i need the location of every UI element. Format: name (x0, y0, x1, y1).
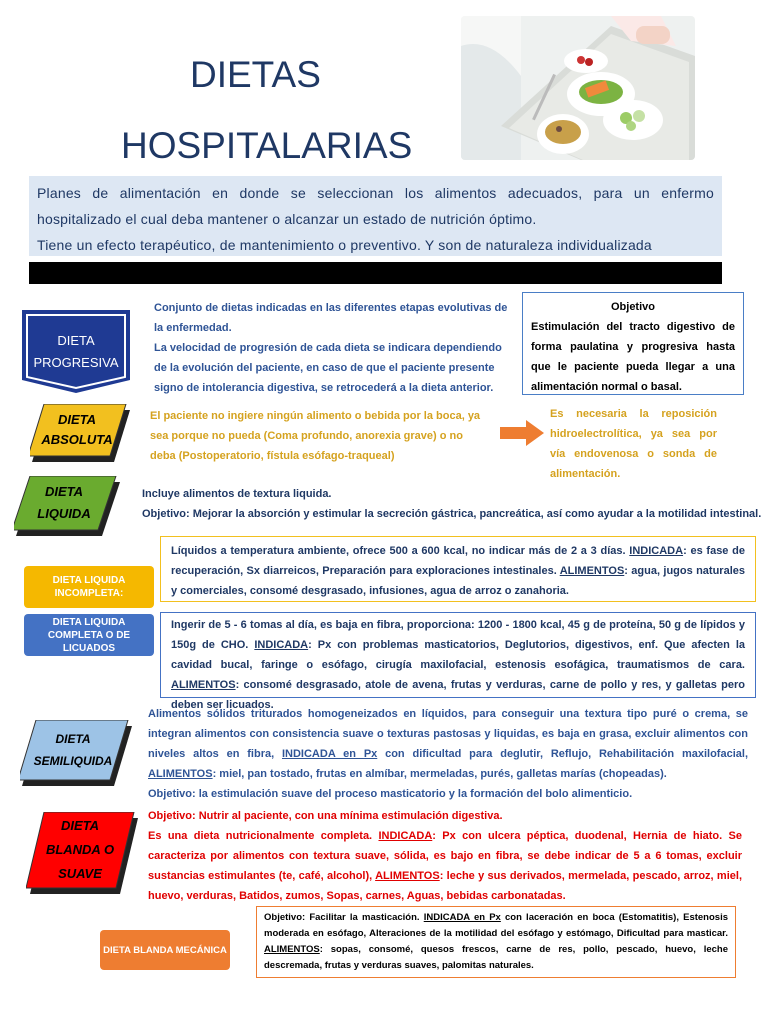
divider-bar (29, 262, 722, 284)
mecanica-alimentos: ALIMENTOS (264, 944, 320, 955)
progresiva-text-2: La velocidad de progresión de cada dieta se indicara dependiendo de la evolución del paciente, en caso de que el paciente presente signo de intolerancia digestiva, se retrocederá a la dieta anterior. (154, 342, 502, 394)
incompleta-alimentos: ALIMENTOS (559, 565, 625, 577)
completa-indicada: INDICADA (254, 639, 309, 651)
completa-text-3: : consomé desgrasado, atole de avena, frutas y verduras, carne de pollo y res, y galletas pero deben ser licuados. (171, 679, 745, 711)
mecanica-text-2: con laceración en boca (Estomatitis), Estenosis moderada en esófago, Alteraciones de la motilidad del esófago y estómago, Dificultad para masticar. (264, 912, 728, 939)
absoluta-badge (30, 404, 130, 462)
blanda-indicada: INDICADA (378, 830, 433, 842)
absoluta-label-2: ABSOLUTA (41, 432, 113, 447)
objetivo-text: Estimulación del tracto digestivo de forma paulatina y progresiva hasta que le paciente pueda llegar a una alimentación normal o basal. (531, 321, 735, 393)
liquida-label-2: LIQUIDA (37, 506, 91, 521)
intro-text-2: Tiene un efecto terapéutico, de mantenimiento o preventivo. Y son de naturaleza individualizada (37, 237, 652, 253)
semiliquida-indicada: INDICADA en Px (281, 748, 378, 760)
completa-alimentos: ALIMENTOS (171, 679, 236, 691)
absoluta-note: Es necesaria la reposición hidroelectrolítica, ya sea por vía endovenosa o sonda de alimentación. (550, 408, 717, 480)
incompleta-text-3: : agua, jugos naturales y comerciales, consomé desgrasado, infusiones, agua de arroz o zanahoria. (171, 565, 745, 597)
liquida-text-2: Objetivo: Mejorar la absorción y estimular la secreción gástrica, pancreática, así como ayudar a la motilidad intestinal. (142, 508, 762, 520)
blanda-label-1: DIETA (60, 818, 100, 833)
semiliquida-text-2: con dificultad para deglutir, Reflujo, Rehabilitación maxilofacial, (377, 748, 748, 760)
semiliquida-text-1: Alimentos sólidos triturados homogeneizados en líquidos, para conseguir una textura tipo puré o crema, se integran alimentos con consistencia suave o texturas pastosas y liquidas, es baja en grasa, excluir alimentos con niveles altos en fibra, (148, 708, 748, 760)
intro-box (29, 176, 722, 256)
completa-text-1: Ingerir de 5 - 6 tomas al día, es baja en fibra, proporciona: 1200 - 1800 kcal, 45 g de proteína, 50 g de lípidos y 150g de CHO. (171, 619, 745, 651)
blanda-label-2: BLANDA O (45, 842, 115, 857)
blanda-alimentos: ALIMENTOS (375, 870, 440, 882)
blanda-objetivo: Objetivo: Nutrir al paciente, con una mínima estimulación digestiva. (148, 810, 503, 822)
absoluta-label-1: DIETA (57, 412, 97, 427)
completa-box (160, 612, 756, 711)
semiliquida-alimentos: ALIMENTOS (148, 768, 213, 780)
semiliquida-label-2: SEMILIQUIDA (33, 754, 113, 768)
objetivo-title: Objetivo (610, 301, 655, 313)
liquida-badge (14, 476, 120, 536)
liquida-incompleta-label: DIETA LIQUIDA INCOMPLETA: (24, 566, 154, 608)
page-subtitle: HOSPITALARIAS (121, 125, 413, 166)
blanda-text (148, 806, 742, 906)
absoluta-text: El paciente no ingiere ningún alimento o bebida por la boca, ya sea porque no pueda (Coma profundo, anorexia grave) o no deba (Postoperatorio, fístula esófago-traqueal) (150, 410, 481, 462)
progresiva-badge (22, 310, 130, 393)
incompleta-indicada: INDICADA (629, 545, 684, 557)
blanda-text-1: Es una dieta nutricionalmente completa. (148, 830, 379, 842)
progresiva-objetivo-box (522, 292, 744, 395)
progresiva-label-2: PROGRESIVA (33, 355, 119, 370)
semiliquida-text (148, 704, 748, 804)
mecanica-text-3: : sopas, consomé, quesos frescos, carne de res, pollo, pescado, huevo, leche descremada, frutas y verduras suaves, palomitas naturales. (264, 944, 728, 971)
incompleta-text-2: : es fase de recuperación, Sx diarreicos, Preparación para exploraciones intestinales. (171, 545, 745, 577)
liquida-label-1: DIETA (44, 484, 84, 499)
blanda-text-2: : Px con ulcera péptica, duodenal, Hernia de hiato. Se caracteriza por alimentos con textura suave, sólida, es bajo en fibra, se debe indicar de 5 a 6 tomas, excluir sustancias estimulantes (te, café, alcohol), (148, 830, 742, 882)
mecanica-box (256, 906, 736, 978)
incompleta-box (160, 536, 756, 602)
completa-text-2: : Px con problemas masticatorios, Deglutorios, digestivos, enf. Que afecten la cavidad bucal, faringe o esófago, cirugía maxilofacial, estenosis esofágica, traumatismos de cara. (171, 639, 746, 671)
intro-text-1: Planes de alimentación en donde se seleccionan los alimentos adecuados, para un enfermo hospitalizado el cual deba mantener o alcanzar un estado de nutrición óptimo. (37, 185, 714, 227)
mecanica-text-1: Objetivo: Facilitar la masticación. (264, 912, 424, 923)
blanda-label-3: SUAVE (58, 866, 102, 881)
semiliquida-objetivo: Objetivo: la estimulación suave del proceso masticatorio y la formación del bolo alimenticio. (148, 788, 633, 800)
liquida-text-1: Incluye alimentos de textura liquida. (142, 488, 332, 500)
mecanica-indicada: INDICADA en Px (423, 912, 501, 923)
semiliquida-label-1: DIETA (55, 732, 91, 746)
progresiva-text (154, 298, 511, 398)
page-title: DIETAS (190, 54, 321, 95)
liquida-completa-label: DIETA LIQUIDA COMPLETA O DE LICUADOS (24, 614, 154, 656)
incompleta-text-1: Líquidos a temperatura ambiente, ofrece 500 a 600 kcal, no indicar más de 2 a 3 días. (171, 545, 630, 557)
semiliquida-badge (20, 720, 132, 786)
blanda-text-3: : leche y sus derivados, mermelada, pescado, arroz, miel, huevo, verduras, Batidos, zumos, Sopas, carnes, Aguas, bebidas carbonatadas. (148, 870, 742, 902)
progresiva-text-1: Conjunto de dietas indicadas en las diferentes etapas evolutivas de la enfermedad. (154, 302, 508, 334)
blanda-badge (26, 812, 138, 894)
arrow-right-icon (500, 420, 544, 451)
blanda-mecanica-label: DIETA BLANDA MECÁNICA (100, 930, 230, 970)
liquida-text (142, 484, 762, 524)
hospital-tray-photo (461, 16, 695, 160)
semiliquida-text-3: : miel, pan tostado, frutas en almíbar, mermeladas, purés, galletas marías (chopeadas). (212, 768, 667, 780)
progresiva-label-1: DIETA (57, 333, 95, 348)
